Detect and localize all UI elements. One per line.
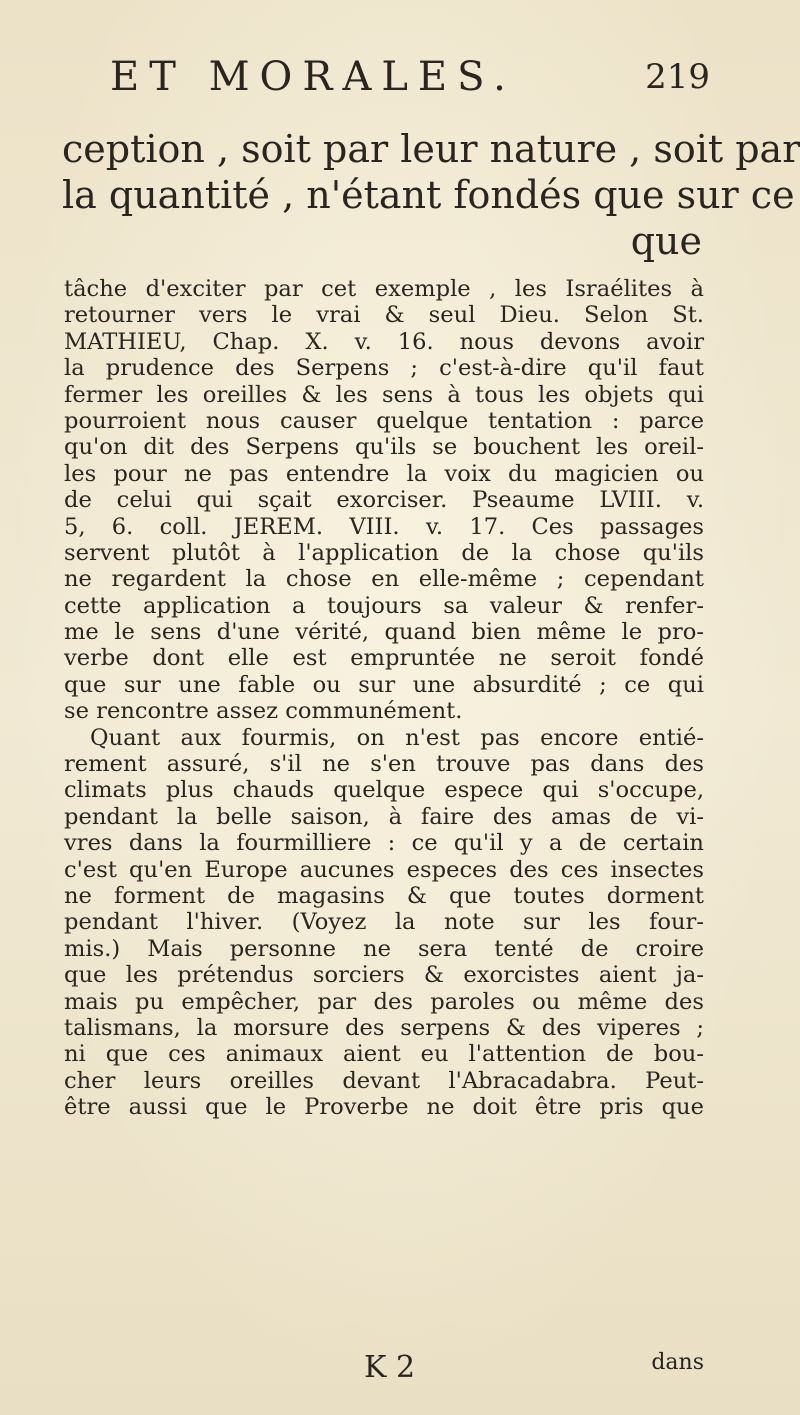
text-line: tâche d'exciter par cet exemple , les Israélites à [64, 276, 704, 302]
text-line: fermer les oreilles & les sens à tous les objets qui [64, 381, 704, 408]
body-text [64, 276, 704, 1121]
signature-mark: K 2 [364, 1350, 416, 1385]
text-line: MATHIEU, Chap. X. v. 16. nous devons avoir [64, 328, 704, 355]
text-line: qu'on dit des Serpens qu'ils se bouchent les oreil- [64, 434, 704, 461]
text-line: la prudence des Serpens ; c'est-à-dire qu'il faut [64, 355, 704, 382]
page-header [110, 52, 710, 102]
text-line: être aussi que le Proverbe ne doit être pris que [64, 1094, 704, 1121]
text-line: me le sens d'une vérité, quand bien même le pro- [64, 619, 704, 646]
text-line: mais pu empêcher, par des paroles ou même des [64, 988, 704, 1015]
text-line: verbe dont elle est empruntée ne seroit fondé [64, 645, 704, 672]
text-line: 5, 6. coll. JEREM. VIII. v. 17. Ces passages [64, 513, 704, 540]
continuation-line: ception , soit par leur nature , soit par [62, 127, 800, 171]
text-line: les pour ne pas entendre la voix du magicien ou [64, 460, 704, 487]
text-line: cher leurs oreilles devant l'Abracadabra. Peut- [64, 1067, 704, 1094]
text-line: retourner vers le vrai & seul Dieu. Selon St. [64, 302, 704, 329]
text-line: pourroient nous causer quelque tentation : parce [64, 407, 704, 434]
text-line: ne regardent la chose en elle-même ; cependant [64, 566, 704, 593]
text-line: ne forment de magasins & que toutes dorment [64, 882, 704, 909]
text-line: vres dans la fourmilliere : ce qu'il y a de certain [64, 830, 704, 857]
text-line: servent plutôt à l'application de la chose qu'ils [64, 539, 704, 566]
text-line: talismans, la morsure des serpens & des viperes ; [64, 1014, 704, 1041]
text-line: de celui qui sçait exorciser. Pseaume LVIII. v. [64, 487, 704, 514]
catchword: dans [651, 1350, 704, 1375]
text-line: que les prétendus sorciers & exorcistes aient ja- [64, 962, 704, 989]
text-line: que sur une fable ou sur une absurdité ; ce qui [64, 671, 704, 698]
text-line: mis.) Mais personne ne sera tenté de croire [64, 935, 704, 962]
text-line: pendant la belle saison, à faire des amas de vi- [64, 803, 704, 830]
page-footer [64, 1350, 704, 1386]
page-number: 219 [645, 57, 710, 97]
text-line: se rencontre assez communément. [64, 698, 463, 725]
text-line: ni que ces animaux aient eu l'attention de bou- [64, 1041, 704, 1068]
text-line: rement assuré, s'il ne s'en trouve pas dans des [64, 751, 704, 778]
text-line: climats plus chauds quelque espece qui s'occupe, [64, 777, 704, 804]
text-line: c'est qu'en Europe aucunes especes des ces insectes [64, 856, 704, 883]
text-line: pendant l'hiver. (Voyez la note sur les four- [64, 909, 704, 936]
continuation-line: la quantité , n'étant fondés que sur ce [62, 173, 795, 217]
text-line: Quant aux fourmis, on n'est pas encore entié- [90, 724, 704, 751]
running-title: ET MORALES. [110, 54, 516, 100]
text-line: cette application a toujours sa valeur & renfer- [64, 592, 704, 619]
continuation-line: que [630, 219, 702, 263]
